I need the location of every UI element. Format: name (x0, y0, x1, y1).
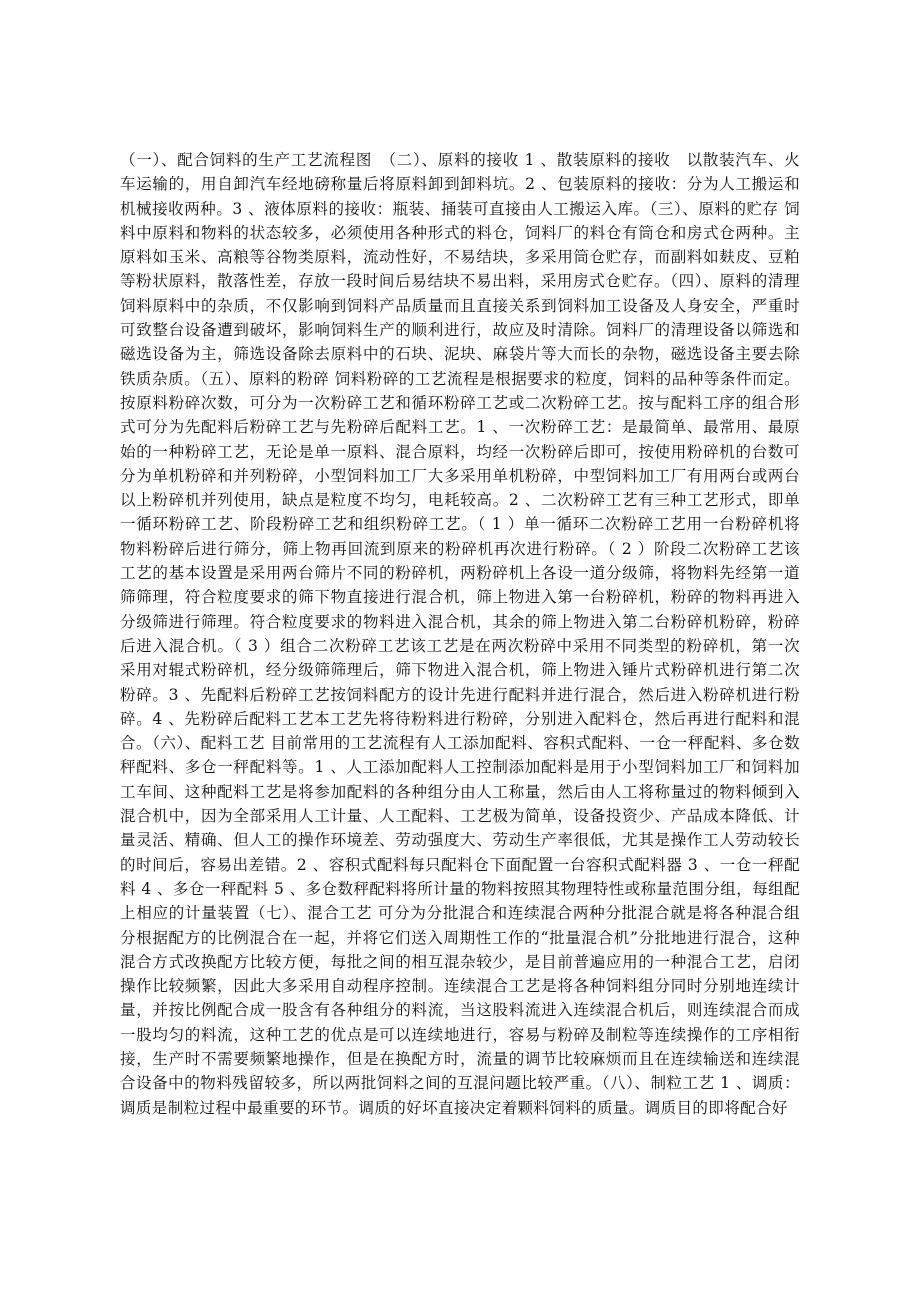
body-paragraph: （一）、配合饲料的生产工艺流程图 （二）、原料的接收 1 、散装原料的接收 以散装汽车、火车运输的，用自卸汽车经地磅称量后将原料卸到卸料坑。2 、包装原料的接收：分为人工搬运和机械接收两种。3 、液体原料的接收：瓶装、捅装可直接由人工搬运入库。（三）、原料的贮存 饲料中原料和物料的状态较多，必须使用各种形式的料仓，饲料厂的料仓有筒仓和房式仓两种。主原料如玉米、高粮等谷物类原料，流动性好，不易结块，多采用筒仓贮存，而副料如麸皮、豆粕等粉状原料，散落性差，存放一段时间后易结块不易出料，采用房式仓贮存。（四）、原料的清理 饲料原料中的杂质，不仅影响到饲料产品质量而且直接关系到饲料加工设备及人身安全，严重时可致整台设备遭到破坏，影响饲料生产的顺利进行，故应及时清除。饲料厂的清理设备以筛选和磁选设备为主，筛选设备除去原料中的石块、泥块、麻袋片等大而长的杂物，磁选设备主要去除铁质杂质。（五）、原料的粉碎 饲料粉碎的工艺流程是根据要求的粒度，饲料的品种等条件而定。按原料粉碎次数，可分为一次粉碎工艺和循环粉碎工艺或二次粉碎工艺。按与配料工序的组合形式可分为先配料后粉碎工艺与先粉碎后配料工艺。1 、一次粉碎工艺：是最简单、最常用、最原始的一种粉碎工艺，无论是单一原料、混合原料，均经一次粉碎后即可，按使用粉碎机的台数可分为单机粉碎和并列粉碎，小型饲料加工厂大多采用单机粉碎，中型饲料加工厂有用两台或两台以上粉碎机并列使用，缺点是粒度不均匀，电耗较高。2 、二次粉碎工艺有三种工艺形式，即单一循环粉碎工艺、阶段粉碎工艺和组织粉碎工艺。（ 1 ）单一循环二次粉碎工艺用一台粉碎机将物料粉碎后进行筛分，筛上物再回流到原来的粉碎机再次进行粉碎。（ 2 ）阶段二次粉碎工艺该工艺的基本设置是采用两台筛片不同的粉碎机，两粉碎机上各设一道分级筛，将物料先经第一道筛筛理，符合粒度要求的筛下物直接进行混合机，筛上物进入第一台粉碎机，粉碎的物料再进入分级筛进行筛理。符合粒度要求的物料进入混合机，其余的筛上物进入第二台粉碎机粉碎，粉碎后进入混合机。（ 3 ）组合二次粉碎工艺该工艺是在两次粉碎中采用不同类型的粉碎机，第一次采用对辊式粉碎机，经分级筛筛理后，筛下物进入混合机，筛上物进入锤片式粉碎机进行第二次粉碎。3 、先配料后粉碎工艺按饲料配方的设计先进行配料并进行混合，然后进入粉碎机进行粉碎。4 、先粉碎后配料工艺本工艺先将待粉料进行粉碎，分别进入配料仓，然后再进行配料和混合。（六）、配料工艺 目前常用的工艺流程有人工添加配料、容积式配料、一仓一秤配料、多仓数秤配料、多仓一秤配料等。1 、人工添加配料人工控制添加配料是用于小型饲料加工厂和饲料加工车间、这种配料工艺是将参加配料的各种组分由人工称量，然后由人工将称量过的物料倾到入混合机中，因为全部采用人工计量、人工配料、工艺极为简单，设备投资少、产品成本降低、计量灵活、精确、但人工的操作环境差、劳动强度大、劳动生产率很低，尤其是操作工人劳动较长的时间后，容易出差错。2 、容积式配料每只配料仓下面配置一台容积式配料器 3 、一仓一秤配料 4 、多仓一秤配料 5 、多仓数秤配料将所计量的物料按照其物理特性或称量范围分组，每组配上相应的计量装置（七）、混合工艺 可分为分批混合和连续混合两种分批混合就是将各种混合组分根据配方的比例混合在一起，并将它们送入周期性工作的“批量混合机”分批地进行混合，这种混合方式改换配方比较方便，每批之间的相互混杂较少，是目前普遍应用的一种混合工艺，启闭操作比较频繁，因此大多采用自动程序控制。连续混合工艺是将各种饲料组分同时分别地连续计量，并按比例配合成一股含有各种组分的料流，当这股料流进入连续混合机后，则连续混合而成一股均匀的料流，这种工艺的优点是可以连续地进行，容易与粉碎及制粒等连续操作的工序相衔接，生产时不需要频繁地操作，但是在换配方时，流量的调节比较麻烦而且在连续输送和连续混合设备中的物料残留较多，所以两批饲料之间的互混问题比较严重。（八）、制粒工艺 1 、调质：调质是制粒过程中最重要的环节。调质的好坏直接决定着颗料饲料的质量。调质目的即将配合好 (120, 151, 800, 1117)
